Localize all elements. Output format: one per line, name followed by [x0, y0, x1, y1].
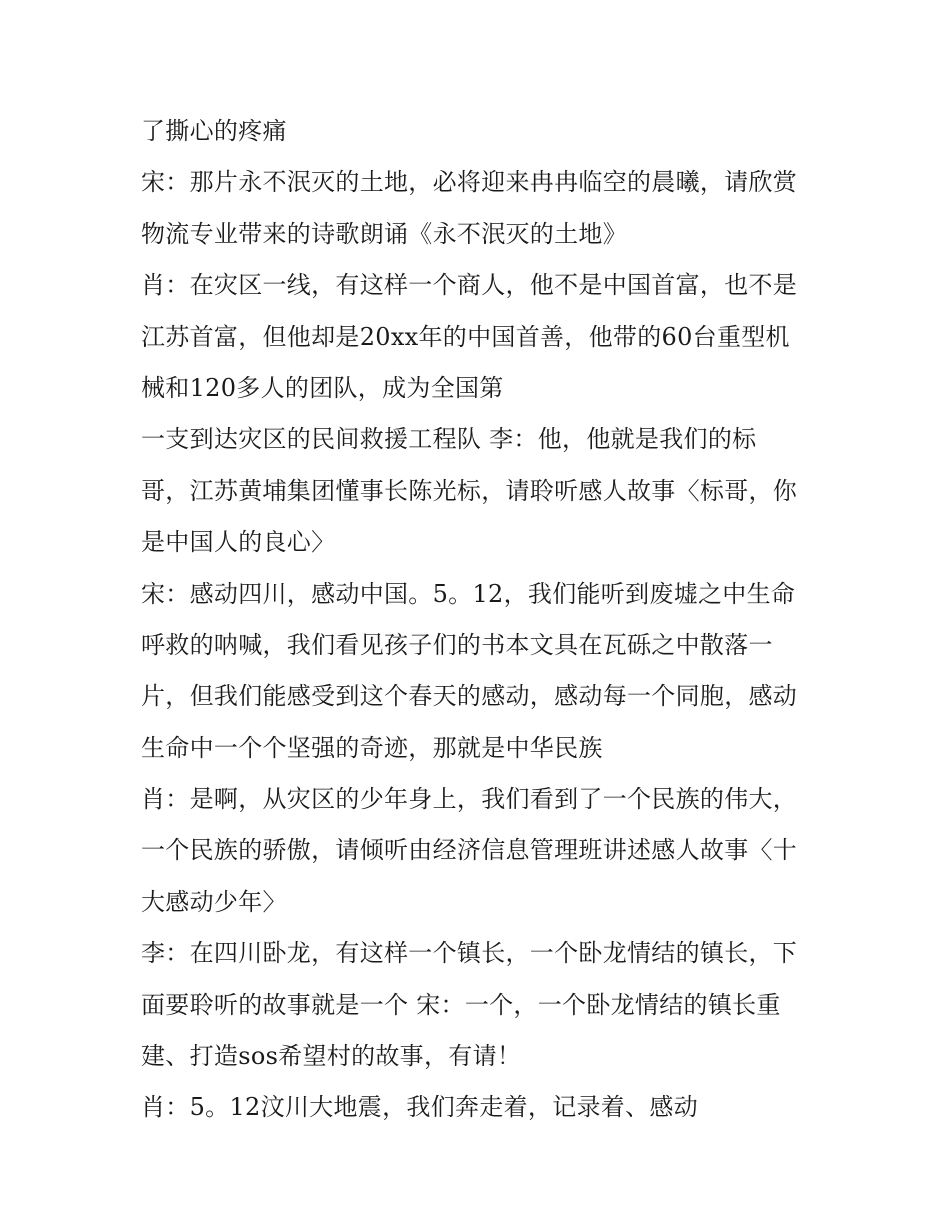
- text-line: 肖：5。12汶川大地震，我们奔走着，记录着、感动: [141, 1093, 699, 1122]
- text-line: 江苏首富，但他却是20xx年的中国首善，他带的60台重型机: [141, 322, 790, 351]
- text-line: 械和120多人的团队，成为全国第: [141, 373, 504, 402]
- text-line: 生命中一个个坚强的奇迹，那就是中华民族: [141, 733, 603, 762]
- text-line: 大感动少年〉: [141, 887, 287, 916]
- text-line: 宋：那片永不泯灭的土地，必将迎来冉冉临空的晨曦，请欣赏: [141, 168, 798, 197]
- text-line: 是中国人的良心〉: [141, 528, 336, 557]
- text-line: 了撕心的疼痛: [141, 117, 287, 145]
- text-line: 一个民族的骄傲，请倾听由经济信息管理班讲述感人故事〈十: [141, 836, 798, 865]
- text-line: 呼救的呐喊，我们看见孩子们的书本文具在瓦砾之中散落一: [141, 630, 773, 659]
- text-line: 肖：是啊，从灾区的少年身上，我们看到了一个民族的伟大，: [141, 785, 798, 814]
- text-line: 建、打造sos希望村的故事，有请！: [141, 1042, 522, 1071]
- text-line: 哥，江苏黄埔集团懂事长陈光标，请聆听感人故事〈标哥，你: [141, 476, 798, 505]
- text-line: 宋：感动四川，感动中国。5。12，我们能听到废墟之中生命: [141, 579, 796, 608]
- text-line: 肖：在灾区一线，有这样一个商人，他不是中国首富，也不是: [141, 271, 798, 300]
- document-body: [141, 106, 821, 1134]
- text-line: 一支到达灾区的民间救援工程队 李：他，他就是我们的标: [141, 425, 757, 454]
- text-line: 片，但我们能感受到这个春天的感动，感动每一个同胞，感动: [141, 682, 798, 711]
- text-line: 李：在四川卧龙，有这样一个镇长，一个卧龙情结的镇长，下: [141, 939, 798, 968]
- text-line: 面要聆听的故事就是一个 宋：一个，一个卧龙情结的镇长重: [141, 990, 781, 1019]
- text-line: 物流专业带来的诗歌朗诵《永不泯灭的土地》: [141, 219, 627, 248]
